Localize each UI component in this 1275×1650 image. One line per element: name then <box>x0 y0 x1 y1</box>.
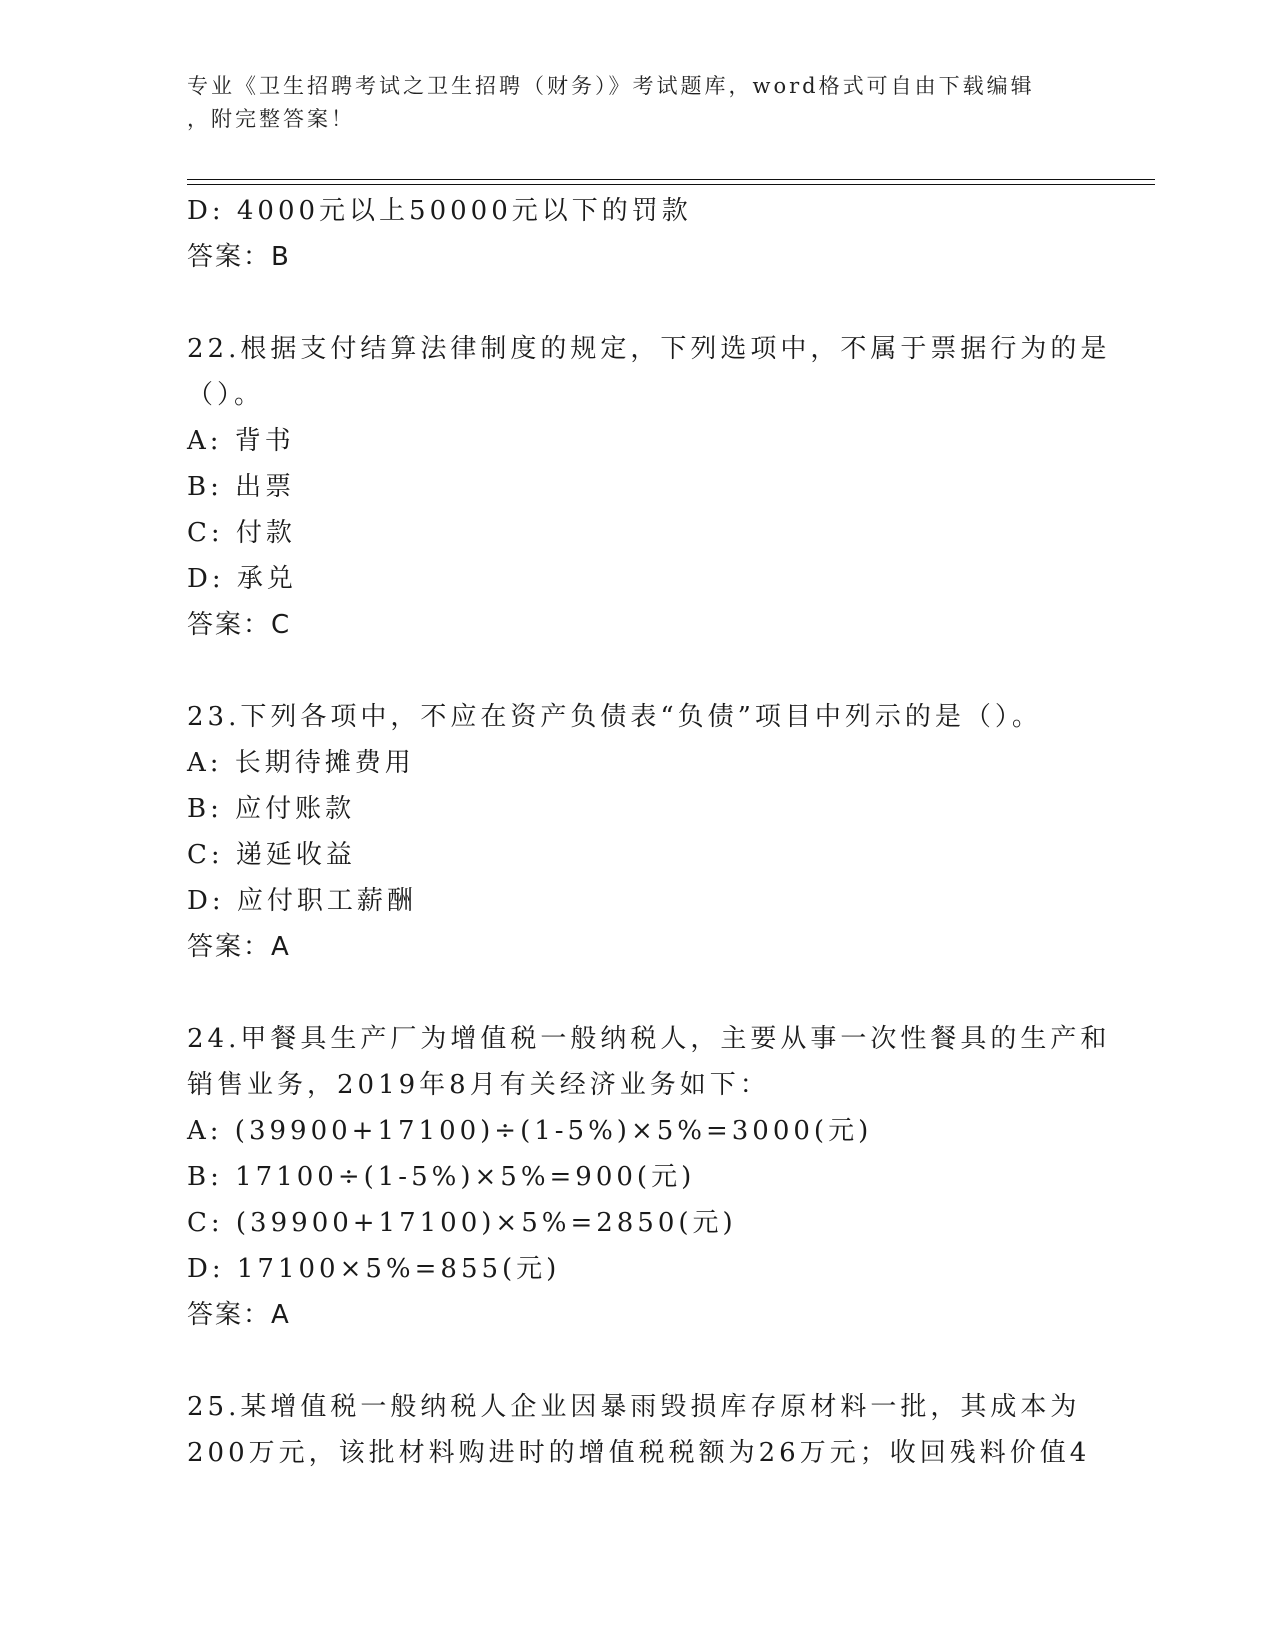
option-d: D: 17100×5%=855(元) <box>187 1254 561 1284</box>
header-rule-bottom <box>187 184 1155 185</box>
spacer <box>187 1338 1087 1384</box>
question-stem: 25.某增值税一般纳税人企业因暴雨毁损库存原材料一批，其成本为 <box>187 1392 1081 1422</box>
option-b: B: 17100÷(1-5%)×5%=900(元) <box>187 1162 696 1192</box>
question-22 <box>187 326 1111 648</box>
answer-line: 答案：A <box>187 1300 291 1330</box>
header-line-2: ，附完整答案！ <box>187 107 355 131</box>
option-c: C: 付款 <box>187 518 296 548</box>
header-line-1: 专业《卫生招聘考试之卫生招聘（财务）》考试题库，word格式可自由下载编辑 <box>187 74 1035 98</box>
question-stem: 22.根据支付结算法律制度的规定，下列选项中，不属于票据行为的是 <box>187 334 1111 364</box>
answer-line: 答案：C <box>187 610 292 640</box>
answer-line: 答案：B <box>187 242 291 272</box>
option-c: C: (39900+17100)×5%=2850(元) <box>187 1208 737 1238</box>
option-d: D: 承兑 <box>187 564 297 594</box>
option-b: B: 应付账款 <box>187 794 356 824</box>
question-23 <box>187 694 1087 970</box>
option-d: D: 应付职工薪酬 <box>187 886 417 916</box>
question-25 <box>187 1384 1091 1476</box>
option-a: A: 长期待摊费用 <box>187 748 415 778</box>
question-21-tail <box>187 188 1087 280</box>
question-stem: 销售业务，2019年8月有关经济业务如下： <box>187 1070 770 1100</box>
option-b: B: 出票 <box>187 472 296 502</box>
question-stem: 24.甲餐具生产厂为增值税一般纳税人，主要从事一次性餐具的生产和 <box>187 1024 1111 1054</box>
answer-line: 答案：A <box>187 932 291 962</box>
question-stem: 200万元，该批材料购进时的增值税税额为26万元；收回残料价值4 <box>187 1438 1091 1468</box>
spacer <box>187 970 1087 1016</box>
document-body <box>187 188 1111 1476</box>
question-stem: （）。 <box>187 380 265 410</box>
option-d: D: 4000元以上50000元以下的罚款 <box>187 196 692 226</box>
header-rule-top <box>187 179 1155 180</box>
spacer <box>187 648 1087 694</box>
option-a: A: (39900+17100)÷(1-5%)×5%=3000(元) <box>187 1116 873 1146</box>
option-a: A: 背书 <box>187 426 295 456</box>
spacer <box>187 280 1087 326</box>
question-stem: 23.下列各项中，不应在资产负债表“负债”项目中列示的是（）。 <box>187 702 1042 732</box>
page-header <box>187 70 1067 136</box>
option-c: C: 递延收益 <box>187 840 356 870</box>
question-24 <box>187 1016 1111 1338</box>
